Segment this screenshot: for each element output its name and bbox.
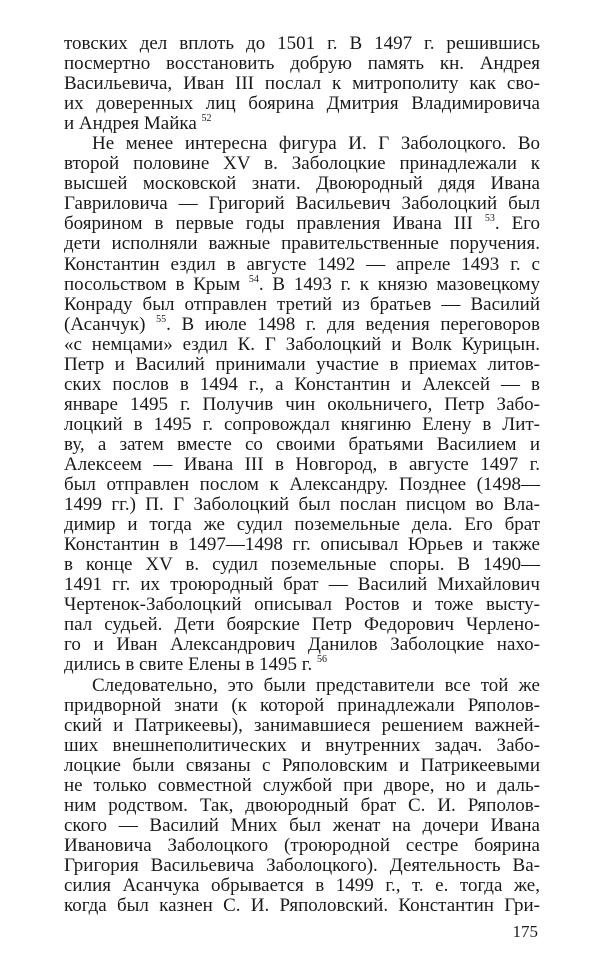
text-line xyxy=(64,796,540,816)
text-segment: . В 1493 г. к князю мазовецкому xyxy=(258,273,540,295)
text-segment: Ивановича Заболоцкого (троюродной сестре боярина xyxy=(64,834,540,856)
text-segment: и Андрея Майка xyxy=(64,113,202,135)
text-segment: их доверенных лиц боярина Дмитрия Владимировича xyxy=(64,93,540,115)
text-segment: . В июле 1498 г. для ведения переговоров xyxy=(166,313,540,335)
text-line xyxy=(64,114,540,134)
text-line xyxy=(64,515,540,535)
text-segment: ву, а затем вместе со своими братьями Василием и xyxy=(64,433,540,455)
text-segment: посольством в Крым xyxy=(64,273,249,295)
text-segment: ших внешнеполитических и внутренних задач. Забо- xyxy=(64,734,540,756)
text-line xyxy=(64,615,540,635)
text-segment: лоцкие были связаны с Ряполовским и Патрикеевыми xyxy=(64,754,540,776)
text-segment: ним родством. Так, двоюродный брат С. И. Ряполов- xyxy=(64,794,540,816)
text-segment: Чертенок-Заболоцкий описывал Ростов и тоже высту- xyxy=(64,594,540,616)
text-line xyxy=(64,174,540,194)
text-line xyxy=(64,375,540,395)
text-segment: высшей московской знати. Двоюродный дядя Ивана xyxy=(64,173,540,195)
text-segment: 1491 гг. их троюродный брат — Василий Михайлович xyxy=(64,574,540,596)
text-line xyxy=(64,74,540,94)
text-segment: боярином в первые годы правления Ивана III xyxy=(64,213,485,235)
text-line xyxy=(64,836,540,856)
text-line xyxy=(64,415,540,435)
text-segment: лоцкий в 1495 г. сопровождал княгиню Елену в Лит- xyxy=(64,413,540,435)
text-segment: придворной знати (к которой принадлежали Ряполов- xyxy=(64,694,540,716)
text-segment: силия Асанчука обрывается в 1499 г., т. е. тогда же, xyxy=(64,874,540,896)
text-segment: дети исполняли важные правительственные поручения. xyxy=(64,233,540,255)
text-segment: Петр и Василий принимали участие в приемах литов- xyxy=(64,353,540,375)
text-segment: в конце XV в. судил поземельные споры. В 1490— xyxy=(64,554,540,576)
text-segment: димир и тогда же судил поземельные дела. Его брат xyxy=(64,514,540,536)
footnote-marker: 54 xyxy=(248,273,259,285)
text-segment: когда был казнен С. И. Ряполовский. Константин Гри- xyxy=(64,895,540,917)
text-line xyxy=(64,756,540,776)
text-segment: Конраду был отправлен третий из братьев — Василий xyxy=(64,293,540,315)
text-segment: посмертно восстановить добрую память кн. Андрея xyxy=(64,53,540,75)
text-segment: ских послов в 1494 г., а Константин и Алексей — в xyxy=(64,373,540,395)
text-segment: Григория Васильевича Заболоцкого). Деятельность Ва- xyxy=(64,854,540,876)
footnote-marker: 56 xyxy=(316,654,327,666)
text-segment: январе 1495 г. Получив чин окольничего, Петр Забо- xyxy=(64,393,540,415)
text-line xyxy=(64,816,540,836)
text-line xyxy=(64,475,540,495)
text-line xyxy=(64,154,540,174)
text-line xyxy=(64,255,540,275)
text-line xyxy=(64,776,540,796)
text-line xyxy=(64,736,540,756)
text-segment: дились в свите Елены в 1495 г. xyxy=(64,654,317,676)
text-segment: Гавриловича — Григорий Васильевич Заболоцкий был xyxy=(64,193,540,215)
text-line xyxy=(64,555,540,575)
text-line xyxy=(64,54,540,74)
text-line xyxy=(64,595,540,615)
text-line xyxy=(64,856,540,876)
footnote-marker: 52 xyxy=(201,113,212,125)
paragraph xyxy=(64,676,540,917)
text-line xyxy=(64,134,540,154)
text-line xyxy=(64,94,540,114)
text-segment: Константин ездил в августе 1492 — апреле 1493 г. с xyxy=(64,253,540,275)
text-line xyxy=(64,295,540,315)
text-line xyxy=(64,495,540,515)
page-body xyxy=(64,34,540,916)
text-segment: пал судьей. Дети боярские Петр Федорович Черлено- xyxy=(64,614,540,636)
page-number: 175 xyxy=(512,922,538,941)
text-segment: Следовательно, это были представители все той же xyxy=(92,674,540,696)
text-segment: 1499 гг.) П. Г Заболоцкий был послан писцом во Вла- xyxy=(64,494,540,516)
text-segment: Не менее интересна фигура И. Г Заболоцкого. Во xyxy=(92,133,540,155)
text-line xyxy=(64,214,540,234)
text-segment: ского — Василий Мних был женат на дочери Ивана xyxy=(64,814,540,836)
text-line xyxy=(64,355,540,375)
text-segment: (Асанчук) xyxy=(64,313,157,335)
text-segment: . Его xyxy=(494,213,540,235)
text-line xyxy=(64,315,540,335)
text-segment: не только совместной службой при дворе, но и даль- xyxy=(64,774,540,796)
text-line xyxy=(64,696,540,716)
footnote-marker: 55 xyxy=(156,313,167,325)
footnote-marker: 53 xyxy=(484,213,495,225)
text-segment: го и Иван Александрович Данилов Заболоцкие нахо- xyxy=(64,634,540,656)
text-line xyxy=(64,194,540,214)
text-segment: Константин в 1497—1498 гг. описывал Юрьев и также xyxy=(64,534,540,556)
text-line xyxy=(64,335,540,355)
text-line xyxy=(64,876,540,896)
text-line xyxy=(64,635,540,655)
text-line xyxy=(64,655,540,675)
text-segment: был отправлен послом к Александру. Позднее (1498— xyxy=(64,474,540,496)
text-line xyxy=(64,234,540,254)
text-segment: Алексеем — Ивана III в Новгород, в августе 1497 г. xyxy=(64,453,540,475)
text-line xyxy=(64,896,540,916)
text-line xyxy=(64,716,540,736)
text-line xyxy=(64,435,540,455)
text-segment: «с немцами» ездил К. Г Заболоцкий и Волк Курицын. xyxy=(64,333,540,355)
text-line xyxy=(64,535,540,555)
text-line xyxy=(64,34,540,54)
text-line xyxy=(64,275,540,295)
paragraph xyxy=(64,134,540,675)
text-segment: ский и Патрикеевы), занимавшиеся решением важней- xyxy=(64,714,540,736)
text-segment: второй половине XV в. Заболоцкие принадлежали к xyxy=(64,153,540,175)
text-segment: Васильевича, Иван III послал к митрополиту как сво- xyxy=(64,73,540,95)
text-line xyxy=(64,575,540,595)
text-line xyxy=(64,676,540,696)
text-segment: товских дел вплоть до 1501 г. В 1497 г. решившись xyxy=(64,33,540,54)
paragraph xyxy=(64,34,540,134)
text-line xyxy=(64,455,540,475)
text-line xyxy=(64,395,540,415)
